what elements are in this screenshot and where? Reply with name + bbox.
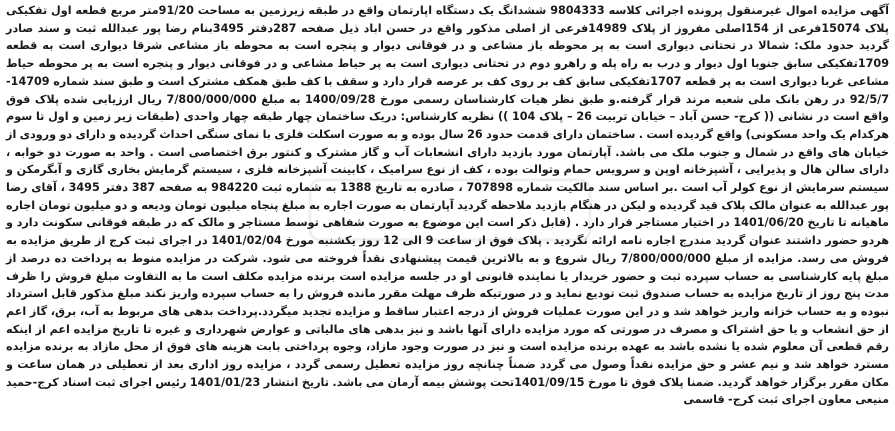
auction-notice-text: آگهی مزایده اموال غیرمنقول پرونده اجرائی کلاسه 9804333 ششدانگ یک دستگاه اپارتمان واقع در طبقه زیرزمین به مساحت 91/20متر مربع قطعه اول تفکیکی پلاک 15074فرعی از 154اصلی مفروز از پلاک 14989فرعی از اصلی مذکور واقع در حسن اباد ذیل صفحه 287دفتر 3495بنام رضا پور عبدالله ثبت و سند صادر گردید حدود ملک: شمالا در تحتانی دیواری است به پر محوطه باز مشاعی و در فوقانی دیوار و پنجره است به محوطه باز مشاعی شرقا دیواری است به قطعه 1709تفکیکی سابق جنوبا اول دیوار و درب به راه پله و راهرو دوم در تحتانی دیواری است به پر حیاط مشاعی و در فوقانی دیوار و پنجره است به پر محوطه حیاط مشاعی غربا دیواری است به پر قطعه 1707تفکیکی سابق کف بر روی کف بر عرصه قرار دارد و سقف با کف طبق همکف مشترک است و طبق سند شماره 14709-92/5/7 در رهن بانک ملی شعبه مرند قرار گرفته.و طبق نظر هیات کارشناسان رسمی مورخ 1400/09/28 به مبلغ 7/800/000/000 ریال ارزیابی شده پلاک فوق واقع است در نشانی (( کرج- حسن آباد – خیابان تربیت 26 – پلاک 104 )) نظریه کارشناس: دریک ساختمان چهار طبقه چهار واحدی (طبقات زیر زمین و اول تا سوم هرکدام یک واحد مسکونی) واقع گردیده است . ساختمان دارای قدمت حدود 26 سال بوده و به صورت اسکلت فلزی با نمای سنگی احداث گردیده و دارای دو ورودی از خیابان های واقع در شمال و جنوب ملک می باشد. آپارتمان مورد بازدید دارای انشعابات آب و گاز مشترک و کنتور برق اختصاصی است . واحد به صورت دو خوابه ، دارای سالن هال و پذیرایی ، آشپزخانه اوپن و سرویس حمام وتوالت بوده ، کف از نوع سرامیک ، کابینت آشپزخانه فلزی ، سیستم گرمایش بخاری گازی و آبگرمکن و سیستم سرمایش از نوع کولر آب است .بر اساس سند مالکیت شماره 707898 ، صادره به تاریخ 1388 به شماره ثبت 984220 به صفحه 387 دفتر 3495 ، آقای رضا پور عبدالله به عنوان مالک پلاک قید گردیده و لیکن در هنگام بازدید ملاحظه گردید آپارتمان به صورت اجاره به مبلغ پنجاه میلیون تومان ودیعه و دو میلیون تومان اجاره ماهیانه تا تاریخ 1401/06/20 در اختیار مستاجر قرار دارد . (قابل ذکر است این موضوع به صورت شفاهی توسط مستاجر و مالک که در طبقه فوقانی سکونت دارد و هردو حضور داشتند عنوان گردید مندرج اجاره نامه ارائه نگردید . پلاک فوق از ساعت 9 الی 12 روز یکشنبه مورخ 1401/02/04 در اجرای ثبت کرج از طریق مزایده به فروش می رسد. مزایده از مبلغ 7/800/000/000 ریال شروع و به بالاترین قیمت پیشنهادی نقداً فروخته می شود. شرکت در مزایده منوط به پرداخت ده درصد از مبلغ پایه کارشناسی به حساب سپرده ثبت و حضور خریدار یا نماینده قانونی او در جلسه مزایده است برنده مزایده مکلف است ما به التفاوت مبلغ فروش را ظرف مدت پنج روز از تاریخ مزایده به حساب صندوق ثبت تودیع نماید و در صورتیکه ظرف مهلت مقرر مانده فروش را به حساب سپرده واریز نکند مبلغ مذکور قابل استرداد نبوده و به حساب خزانه واریز خواهد شد و در این صورت عملیات فروش از درجه اعتبار ساقط و مزایده تجدید میگردد.پرداخت بدهی های مربوط به آب، برق، گاز اعم از حق انشعاب و یا حق اشتراک و مصرف در صورتی که مورد مزایده دارای آنها باشد و نیز بدهی های مالیاتی و عوارض شهرداری و غیره تا تاریخ مزایده اعم از اینکه رقم قطعی آن معلوم شده یا نشده باشد به عهده برنده مزایده است و نیز در صورت وجود مازاد، وجوه پرداختی بابت هزینه های فوق از محل مازاد به برنده مزایده مسترد خواهد شد و نیم عشر و حق مزایده نقداً وصول می گردد ضمناً چنانچه روز مزایده تعطیل رسمی گردد ، مزایده روز اداری بعد از تعطیلی در همان ساعت و مکان مقرر برگزار خواهد گردید. ضمنا پلاک فوق تا مورخ 1401/09/15تحت پوشش بیمه آرمان می باشد. تاریخ انتشار 1401/01/23 رئیس اجرای ثبت اسناد کرج-حمید منیعی معاون اجرای ثبت کرج- قاسمی: [6, 4, 890, 407]
auction-notice-document: [6, 2, 889, 409]
